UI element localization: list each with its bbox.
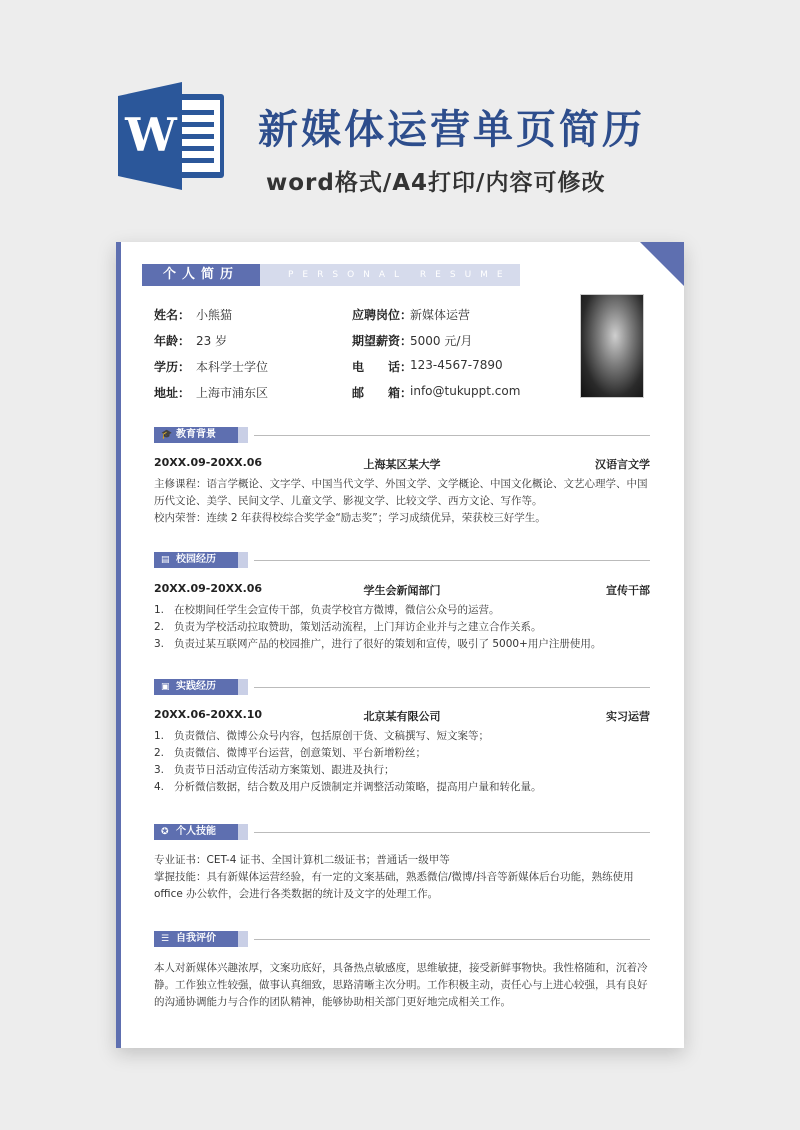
word-letter: W [125, 108, 177, 162]
list-item: 1. 在校期间任学生会宣传干部，负责学校官方微博，微信公众号的运营。 [154, 604, 500, 616]
section-campus-header: ▤ 校园经历 [154, 552, 650, 568]
education-details: 主修课程：语言学概论、文字学、中国当代文学、外国文学、文学概论、中国文化概论、文艺心理学、中国 历代文论、美学、民间文学、儿童文学、影视文学、比较文学、西方文论、写作等。 校内荣誉：连续 2 年获得校综合奖学金“励志奖”；学习成绩优异，荣获校三好学生。 [154, 478, 648, 524]
list-item: 3. 负责过某互联网产品的校园推广，进行了很好的策划和宣传，吸引了 5000+用户注册使用。 [154, 638, 602, 650]
education-row: 20XX.09-20XX.06 上海某区某大学 汉语言文学 [154, 456, 650, 471]
info-age-row: 年龄： 23 岁 [154, 334, 228, 348]
book-icon: ▤ [161, 555, 170, 565]
page-title: 新媒体运营单页简历 [258, 107, 645, 153]
list-item: 3. 负责节日活动宣传活动方案策划、跟进及执行； [154, 764, 395, 776]
section-education-header: 🎓 教育背景 [154, 427, 650, 443]
briefcase-icon: ▣ [161, 682, 170, 692]
info-age-value: 23 岁 [196, 334, 228, 348]
campus-list [154, 602, 650, 653]
info-phone-value: 123-4567-7890 [410, 358, 503, 372]
list-item: 2. 负责为学校活动拉取赞助，策划活动流程，上门拜访企业并与之建立合作关系。 [154, 621, 542, 633]
left-accent-bar [116, 242, 121, 1048]
practice-list [154, 728, 650, 796]
info-salary-value: 5000 元/月 [410, 334, 473, 348]
profile-photo [580, 294, 644, 398]
list-item: 1. 负责微信、微博公众号内容，包括原创干货、文稿撰写、短文案等； [154, 730, 489, 742]
list-icon: ☰ [161, 934, 170, 944]
info-degree-row: 学历： 本科学士学位 [154, 360, 269, 374]
resume-title-bar [142, 264, 520, 286]
resume-title-en: PERSONAL RESUME [288, 270, 512, 280]
info-position-row: 应聘岗位： 新媒体运营 [352, 308, 471, 322]
corner-decoration [640, 242, 684, 286]
word-icon [118, 82, 230, 190]
info-email-row: 邮 箱： info@tukuppt.com [352, 384, 521, 400]
resume-title-cn: 个人简历 [142, 264, 260, 286]
info-salary-row: 期望薪资： 5000 元/月 [352, 334, 473, 348]
campus-row: 20XX.09-20XX.06 学生会新闻部门 宣传干部 [154, 582, 650, 597]
resume-paper [116, 242, 684, 1048]
info-address-value: 上海市浦东区 [196, 386, 269, 400]
section-practice-header: ▣ 实践经历 [154, 679, 650, 695]
section-self-eval-header: ☰ 自我评价 [154, 931, 650, 947]
info-phone-row: 电 话： 123-4567-7890 [352, 358, 503, 374]
self-eval-details: 本人对新媒体兴趣浓厚，文案功底好，具备热点敏感度，思维敏捷，接受新鲜事物快。我性格随和，沉着冷 静。工作独立性较强，做事认真细致，思路清晰主次分明。工作积极主动，责任心与上进心较强，具有良好 的沟通协调能力与合作的团队精神，能够协助相关部门更好地完成相关工作。 [154, 962, 648, 1008]
graduation-cap-icon: 🎓 [161, 430, 173, 440]
info-degree-value: 本科学士学位 [196, 360, 269, 374]
list-item: 4. 分析微信数据，结合数及用户反馈制定并调整活动策略，提高用户量和转化量。 [154, 781, 542, 793]
info-name-row: 姓名： 小熊猫 [154, 308, 233, 322]
page-subtitle: word格式/A4打印/内容可修改 [266, 170, 606, 196]
info-address-row: 地址： 上海市浦东区 [154, 386, 269, 400]
section-skills-header: ✪ 个人技能 [154, 824, 650, 840]
info-name-value: 小熊猫 [196, 308, 233, 322]
practice-row: 20XX.06-20XX.10 北京某有限公司 实习运营 [154, 708, 650, 723]
list-item: 2. 负责微信、微博平台运营，创意策划、平台新增粉丝； [154, 747, 426, 759]
award-icon: ✪ [161, 827, 169, 837]
info-email-value: info@tukuppt.com [410, 384, 521, 398]
info-position-value: 新媒体运营 [410, 308, 471, 322]
skills-details: 专业证书：CET-4 证书、全国计算机二级证书；普通话一级甲等 掌握技能：具有新媒体运营经验，有一定的文案基础，熟悉微信/微博/抖音等新媒体后台功能，熟练使用 office 办公软件，会进行各类数据的统计及文字的处理工作。 [154, 854, 634, 900]
